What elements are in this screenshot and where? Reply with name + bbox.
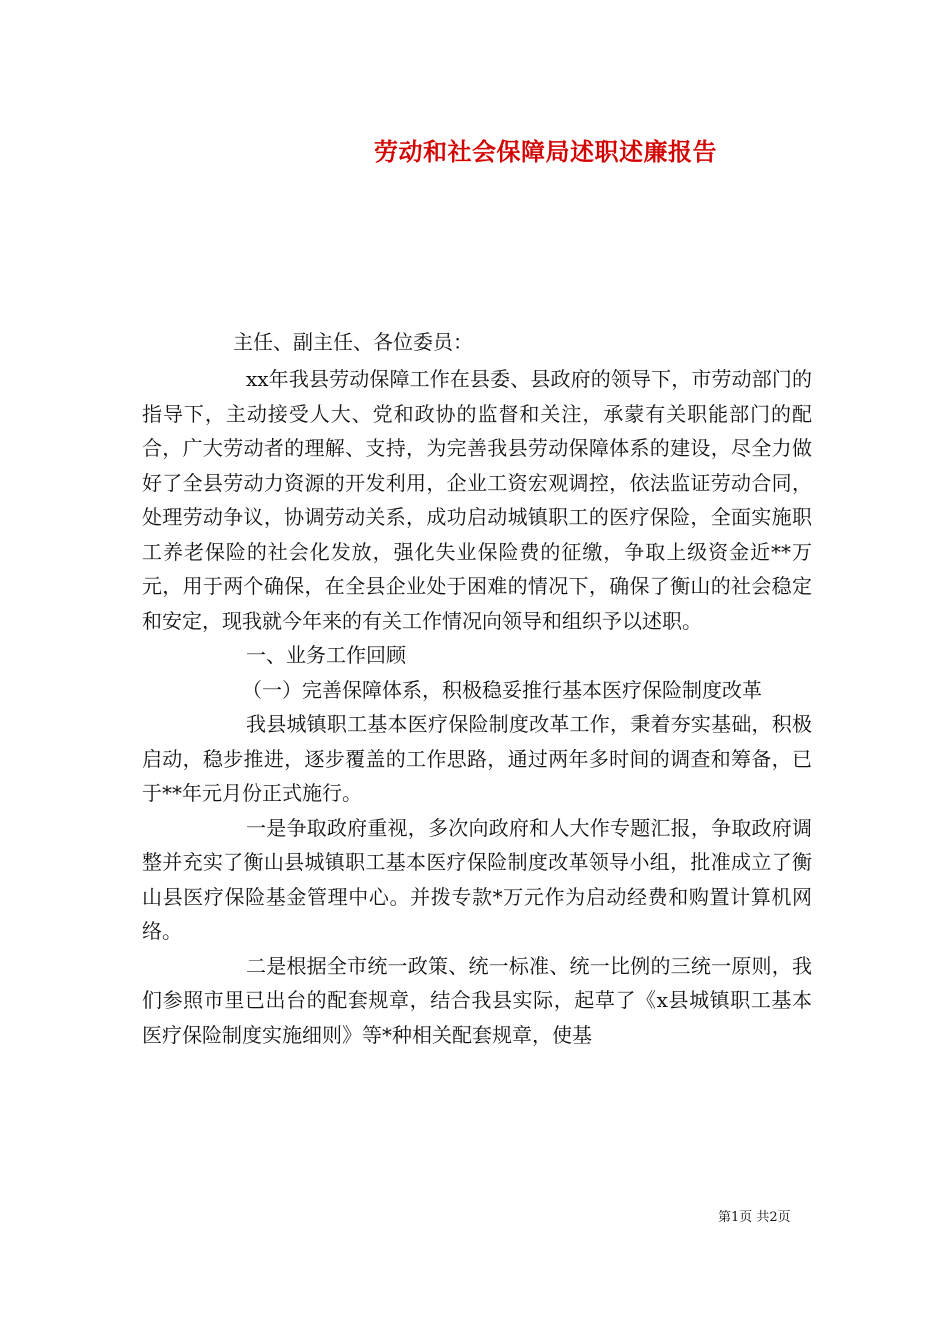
document-title: 劳动和社会保障局述职述廉报告 xyxy=(374,137,717,166)
paragraph-point-one: 一是争取政府重视，多次向政府和人大作专题汇报，争取政府调整并充实了衡山县城镇职工基本医疗保险制度改革领导小组，批准成立了衡山县医疗保险基金管理中心。并拨专款*万元作为启动经费和购置计算机网络。 xyxy=(142,815,812,943)
paragraph-medical-reform: 我县城镇职工基本医疗保险制度改革工作，秉着夯实基础，积极启动，稳步推进，逐步覆盖的工作思路，通过两年多时间的调查和筹备，已于**年元月份正式施行。 xyxy=(142,712,812,805)
subsection-heading: （一）完善保障体系，积极稳妥推行基本医疗保险制度改革 xyxy=(242,677,762,702)
paragraph-intro: xx年我县劳动保障工作在县委、县政府的领导下，市劳动部门的指导下，主动接受人大、党和政协的监督和关注，承蒙有关职能部门的配合，广大劳动者的理解、支持，为完善我县劳动保障体系的建设，尽全力做好了全县劳动力资源的开发利用，企业工资宏观调控，依法监证劳动合同，处理劳动争议，协调劳动关系，成功启动城镇职工的医疗保险，全面实施职工养老保险的社会化发放，强化失业保险费的征缴，争取上级资金近**万元，用于两个确保，在全县企业处于困难的情况下，确保了衡山的社会稳定和安定，现我就今年来的有关工作情况向领导和组织予以述职。 xyxy=(142,367,812,633)
document-body xyxy=(142,362,812,1052)
section-heading: 一、业务工作回顾 xyxy=(246,643,406,667)
salutation: 主任、副主任、各位委员： xyxy=(233,330,473,354)
page-number-footer: 第1页 共2页 xyxy=(718,1210,791,1225)
paragraph-point-two: 二是根据全市统一政策、统一标准、统一比例的三统一原则，我们参照市里已出台的配套规章，结合我县实际，起草了《x县城镇职工基本医疗保险制度实施细则》等*种相关配套规章，使基 xyxy=(142,953,812,1047)
